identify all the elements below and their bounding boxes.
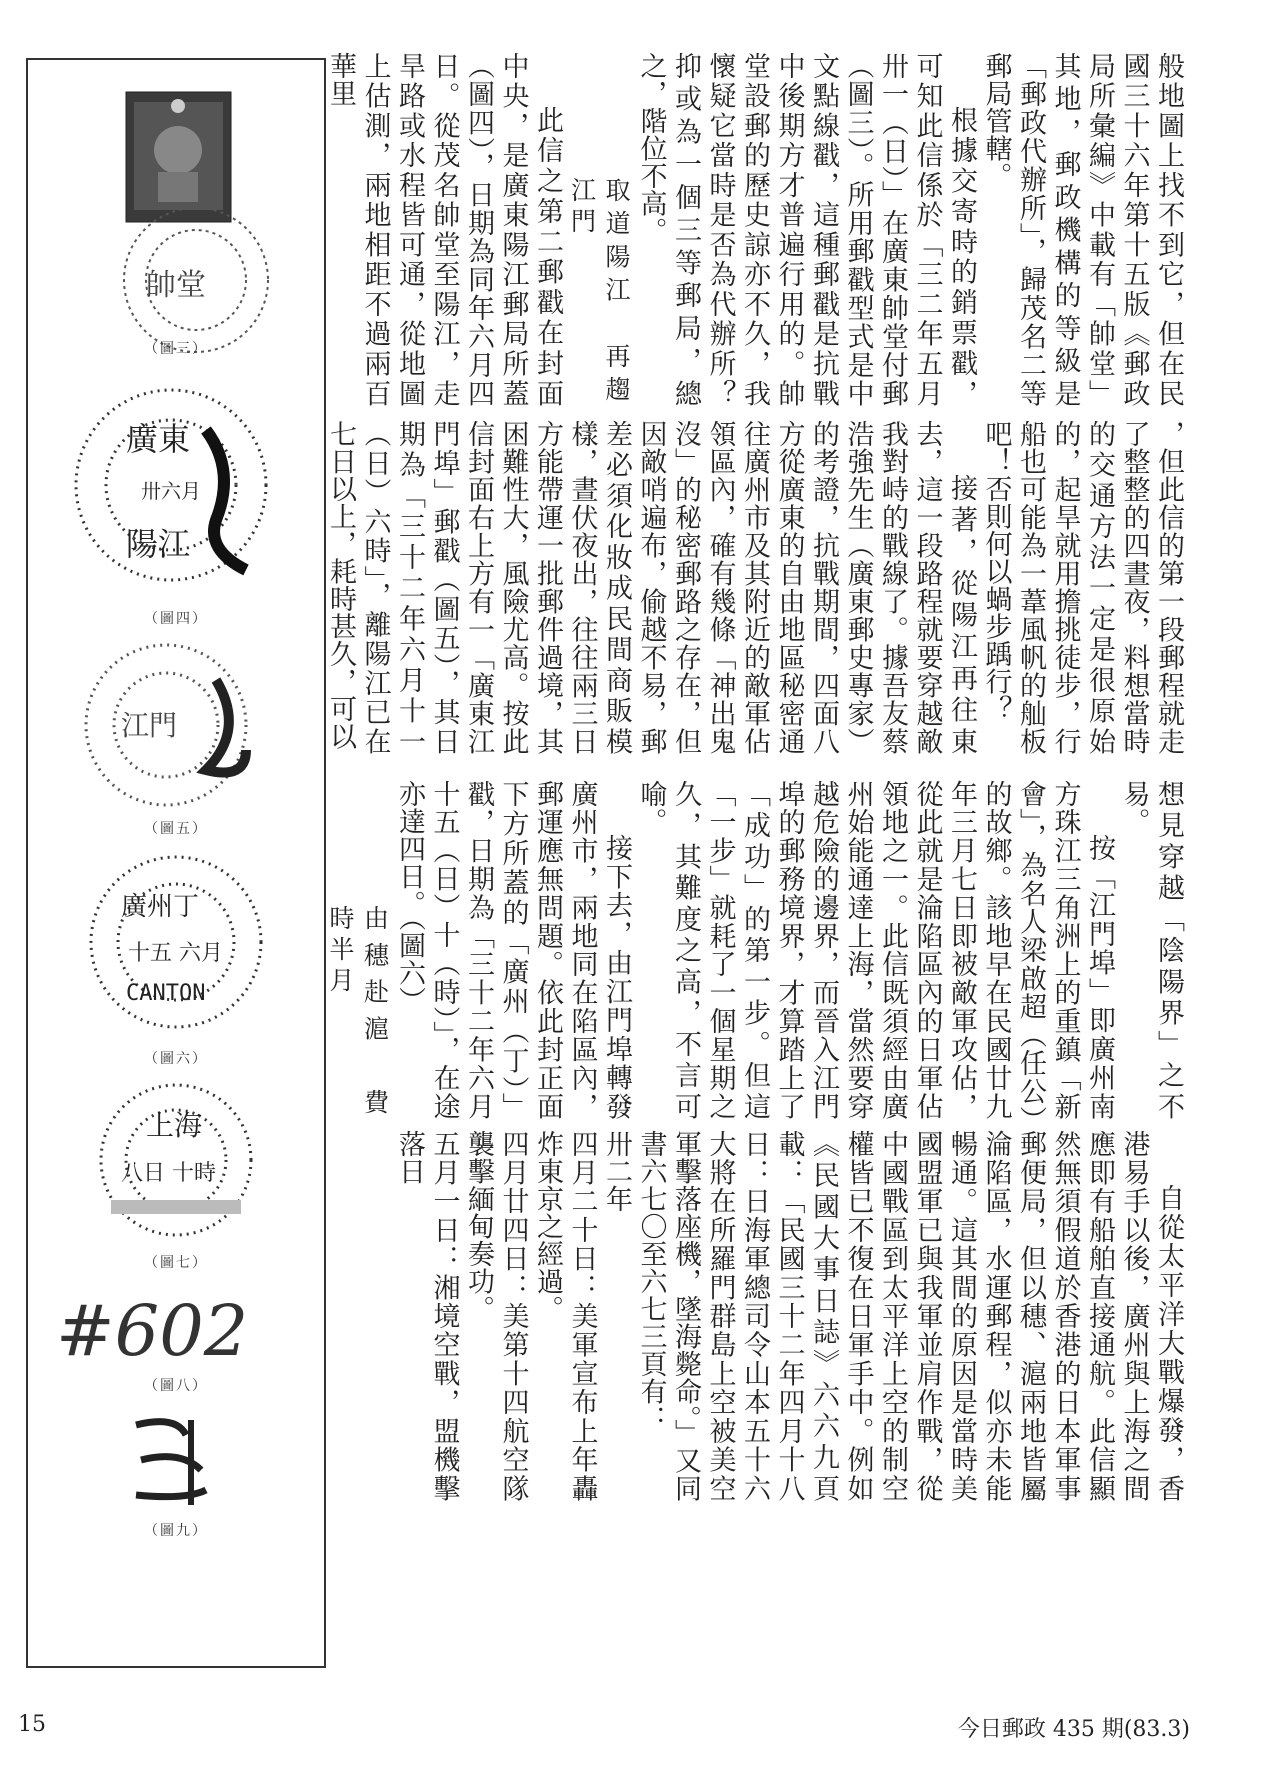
postmark-fig7-image <box>66 1080 286 1250</box>
figure-4 <box>28 370 324 600</box>
band4-paragraph: 四月廿四日：美第十四航空隊襲擊緬甸奏功。 <box>463 1130 529 1502</box>
svg-text:八日 十時: 八日 十時 <box>121 1161 216 1186</box>
figure-7 <box>28 1080 324 1250</box>
figure-5-caption: （圖五） <box>144 821 208 837</box>
band1-paragraph: 般地圖上找不到它，但在民國三十六年第十五版《郵政局所彙編》中載有「帥堂」其地，郵政機構的等級是「郵政代辦所」，歸茂名二等郵局管轄。 <box>980 52 1184 407</box>
fig6-top-text: 廣州丁 <box>121 892 200 922</box>
band2-paragraph: 接著，從陽江再往東去，這一段路程就要穿越敵我對峙的戰線了。據吾友蔡浩強先生（廣東郵史專家）的考證，抗戰期間，四面八方從廣東的自由地區秘密通往廣州市及其附近的敵軍佔領區內，確有幾條「神出鬼沒」的秘密郵路之存在，但因敵哨遍布，偷越不易，郵差必須化妝成民間商販模樣，晝伏夜出，往往兩三日方能帶運一批郵件過境，其困難性大，風險尤高。按此信封面右上方有一「廣東江門埠」郵戳（圖五），其日期為「三十二年六月十一（日）六時」，離陽江已在七日以上，耗時甚久，可以 <box>325 420 977 755</box>
svg-text:江門: 江門 <box>121 709 178 742</box>
text-band-1 <box>325 52 1185 407</box>
figure-8-caption: （圖八） <box>144 1378 208 1394</box>
svg-text:帥堂: 帥堂 <box>146 268 206 303</box>
fig7-top-text: 上海 <box>146 1109 203 1142</box>
figure-6-caption: （圖六） <box>144 1051 208 1067</box>
text-band-2 <box>325 420 1185 755</box>
postmark-fig4-image <box>56 370 296 600</box>
vertical-text-2 <box>325 420 1185 755</box>
band3-paragraph: 想見穿越「陰陽界」之不易。 <box>1118 780 1184 1120</box>
fig4-mid-text: 陽江 <box>126 525 191 563</box>
issue-info: 今日郵政 435 期(83.3) <box>957 1717 1190 1742</box>
fig6-bottom-text: CANTON <box>126 981 206 1006</box>
figure-9-caption: （圖九） <box>144 1523 208 1539</box>
figure-4-caption: （圖四） <box>144 611 208 627</box>
text-band-4 <box>394 1130 1185 1502</box>
band3-paragraph: 按「江門埠」即廣州南方珠江三角洲上的重鎮「新會」，為名人梁啟超（任公）的故鄉。該地早在民國廿九年三月七日即被敵軍攻佔，從此就是淪陷區內的日軍佔領地之一。此信既須經由廣州始能通達上海，當然要穿越危險的邊界，而晉入江門埠的郵務境界，才算踏上了「成功」的第一步。但這「一步」就耗了一個星期之久，其難度之高，不言可喻。 <box>635 780 1115 1120</box>
band4-paragraph: 自從太平洋大戰爆發，香港易手以後，廣州與上海之間應即有船舶直接通航。此信顯然無須假道於香港的日本軍事郵便局，但以穗、滬兩地皆屬淪陷區，水運郵程，似亦未能暢通。這其間的原因是當時美國盟軍已與我軍並肩作戰，從中國戰區到太平洋上空的制空權皆已不復在日軍手中。例如《民國大事日誌》六六九頁載：「民國三十二年四月十八日：日海軍總司令山本五十六大將在所羅門群島上空被美空軍擊落座機，墜海斃命。」又同書六七〇至六七三頁有： <box>635 1130 1184 1502</box>
page-number: 15 <box>18 1712 46 1737</box>
figure-7-caption: （圖七） <box>144 1255 208 1271</box>
band4-paragraph: 五月一日：湘境空戰，盟機擊落日 <box>394 1130 460 1502</box>
vertical-text-1 <box>325 52 1185 407</box>
band1-paragraph: 取道陽江 再趨江門 <box>567 177 631 407</box>
fig4-top-text: 廣東 <box>126 420 191 458</box>
stamp-fig3-image <box>66 80 286 335</box>
figure-9 <box>28 1405 324 1515</box>
fig8-text: #602 <box>56 1290 249 1372</box>
vertical-text-4 <box>394 1130 1185 1502</box>
vertical-text-3 <box>326 780 1185 1120</box>
mark-fig9-image <box>96 1405 256 1515</box>
band4-paragraph: 四月二十日：美軍宣布上年轟炸東京之經過。 <box>532 1130 598 1502</box>
handwriting-fig8-image <box>36 1275 316 1375</box>
band2-paragraph: ，但此信的第一段郵程就走了整整的四晝夜，料想當時的交通方法一定是很原始的，起旱就用擔挑徒步，行船也可能為一葦風帆的舢板吧！否則何以蝸步踽行？ <box>980 420 1184 755</box>
figure-3 <box>28 80 324 335</box>
band3-paragraph: 由穗赴滬 費時半月 <box>326 905 390 1120</box>
band1-paragraph: 根據交寄時的銷票戳，可知此信係於「三二年五月卅一（日）」在廣東帥堂付郵（圖三）。所用郵戳型式是中文點線戳，這種郵戳是抗戰中後期方才普遍行用的。帥堂設郵的歷史諒亦不久，我懷疑它當時是否為代辦所？抑或為一個三等郵局，總之，階位不高。 <box>635 52 977 407</box>
postmark-fig6-image <box>66 850 286 1040</box>
figure-column <box>26 58 326 1668</box>
band4-paragraph: 卅二年 <box>601 1130 632 1213</box>
band3-paragraph: 接下去，由江門埠轉發廣州市，兩地同在陷區內，郵運應無問題。依此封正面下方所蓋的「廣州（丁）」戳，日期為「三十二年六月十五（日）十（時）」，在途亦達四日。（圖六） <box>394 780 632 1120</box>
figure-6 <box>28 850 324 1040</box>
band1-paragraph: 此信之第二郵戳在封面中央，是廣東陽江郵局所蓋（圖四），日期為同年六月四日。從茂名帥堂至陽江，走旱路或水程皆可通，從地圖上估測，兩地相距不過兩百華里 <box>325 52 563 407</box>
postmark-fig5-image <box>66 640 286 810</box>
figure-8 <box>28 1275 324 1375</box>
text-band-3 <box>326 780 1185 1120</box>
svg-text:卅六月: 卅六月 <box>141 479 201 503</box>
figure-5 <box>28 640 324 810</box>
figure-3-caption: （圖三） <box>144 341 208 357</box>
svg-text:十五 六月: 十五 六月 <box>128 941 223 966</box>
